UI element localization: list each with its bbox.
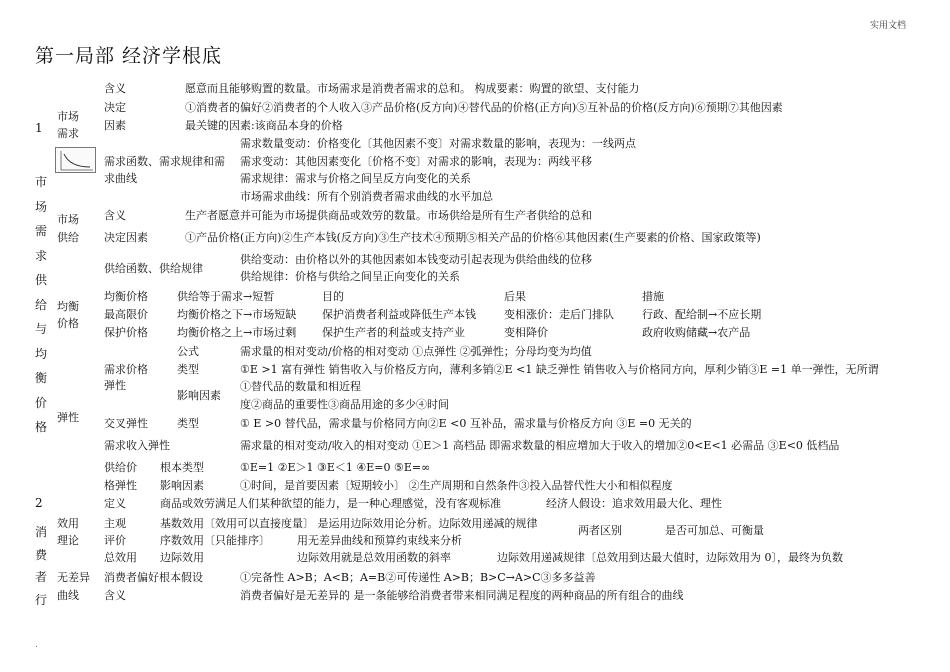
outline-cell: 格弹性 [104,479,137,492]
outline-cell: 含义 [104,589,126,602]
outline-cell: 供给规律：价格与供给之间呈正向变化的关系 [240,270,460,283]
outline-cell: 是否可加总、可衡量 [665,524,764,537]
section-1-heading-char: 格 [35,420,48,434]
outline-cell: 弹性 [57,411,79,424]
outline-cell: 保护消费者利益或降低生产本钱 [322,308,476,321]
demand-curve-thumbnail [55,147,96,173]
outline-cell: 评价 [104,534,126,547]
section-2-heading-char: 费 [35,547,48,562]
outline-cell: 需求数量变动：价格变化〔其他因素不变〕对需求数量的影响，表现为：一线两点 [240,137,636,150]
outline-cell: 决定因素 [104,231,148,244]
outline-cell: 交叉弹性 [104,417,148,430]
section-1-heading-char: 与 [35,322,48,336]
outline-cell: 类型 [177,417,199,430]
outline-cell: ①替代品的数量和相近程 [240,380,361,393]
page-title: 第一局部 经济学根底 [35,45,223,67]
outline-cell: 供给函数、供给规律 [104,262,203,275]
section-1-heading-char: 衡 [35,371,48,385]
outline-cell: 均衡价格之下→市场短缺 [177,308,297,321]
section-1-heading-char: 供 [35,273,48,287]
outline-cell: 需求 [57,127,79,140]
outline-cell: 需求量的相对变动/收入的相对变动 ①E＞1 高档品 即需求数量的相应增加大于收入的增加②0<E<1 必需品 ③E<0 低档品 [240,439,840,452]
outline-cell: 根本类型 [160,461,204,474]
outline-cell: ①完备性 A>B；A<B；A=B②可传递性 A>B；B>C→A>C③多多益善 [240,571,596,584]
outline-cell: 商品或效劳满足人们某种欲望的能力，是一种心理感觉，没有客观标准 [160,497,501,510]
outline-cell: 经济人假设：追求效用最大化、理性 [546,497,722,510]
outline-cell: 公式 [177,345,199,358]
outline-cell: 消费者偏好根本假设 [104,571,203,584]
outline-cell: 需求量的相对变动/价格的相对变动 ①点弹性 ②弧弹性；分母均变为均值 [240,345,592,358]
outline-cell: 弹性 [104,379,126,392]
outline-cell: 供给价 [104,461,137,474]
outline-cell: ①产品价格(正方向)②生产本钱(反方向)③生产技术④预期⑤相关产品的价格⑥其他因素(生产要素的价格、国家政策等) [185,231,761,244]
footer-mark: . [35,640,38,650]
section-2-heading-char: 消 [35,525,48,539]
outline-cell: 含义 [104,82,126,95]
section-2-heading-char: 者 [35,570,48,584]
outline-cell: 需求价格 [104,363,148,376]
outline-cell: 供给等于需求→短暂 [177,290,275,303]
outline-cell: 消费者偏好是无差异的 是一条能够给消费者带来相同满足程度的两种商品的所有组合的曲线 [240,589,684,602]
section-1-heading-char: 市 [35,175,48,189]
outline-cell: 总效用 [104,551,137,564]
outline-cell: 边际效用就是总效用函数的斜率 [297,551,451,564]
outline-cell: 边际效用 [160,551,204,564]
outline-cell: 度②商品的重要性③商品用途的多少④时间 [240,398,449,411]
section-1-heading-char: 需 [35,224,48,238]
outline-cell: 基数效用〔效用可以直接度量〕 是运用边际效用论分析。边际效用递减的规律 [160,517,538,530]
outline-cell: 用无差异曲线和预算约束线来分析 [297,534,462,547]
outline-cell: 效用 [57,517,79,530]
outline-cell: ① E >0 替代品，需求量与价格同方向②E <0 互补品，需求量与价格反方向 ③E =0 无关的 [240,417,692,430]
outline-cell: 两者区别 [578,524,622,537]
section-1-heading-char: 均 [35,346,48,361]
outline-cell: 曲线 [57,589,79,602]
outline-cell: 市场 [57,110,79,123]
outline-cell: 影响因素 [177,389,221,402]
outline-cell: 保护价格 [104,326,148,339]
outline-cell: 变相降价 [504,326,548,339]
section-2-number: 2 [35,496,43,510]
outline-cell: 均衡 [57,300,79,313]
outline-cell: 供给变动：由价格以外的其他因素如本钱变动引起表现为供给曲线的位移 [240,253,592,266]
outline-cell: 无差异 [57,571,90,584]
outline-cell: 求曲线 [104,172,137,185]
outline-cell: 决定 [104,101,126,114]
outline-cell: 措施 [642,290,664,303]
section-1-heading-char: 求 [35,248,48,263]
outline-cell: 因素 [104,119,126,132]
section-1-heading-char: 给 [35,297,48,312]
outline-cell: 生产者愿意并可能为市场提供商品或效劳的数量。市场供给是所有生产者供给的总和 [185,209,592,222]
outline-cell: 最高限价 [104,308,148,321]
outline-cell: 定义 [104,497,126,510]
outline-cell: 含义 [104,209,126,222]
outline-cell: 需求规律：需求与价格之间呈反方向变化的关系 [240,172,471,185]
outline-cell: 边际效用递减规律〔总效用到达最大值时，边际效用为 0〕，最终为负数 [497,551,843,564]
outline-cell: 目的 [322,290,344,303]
outline-cell: 均衡价格之上→市场过剩 [177,326,297,339]
outline-cell: ①E=1 ②E＞1 ③E＜1 ④E=0 ⑤E=∞ [240,461,431,474]
outline-cell: 最关键的因素:该商品本身的价格 [185,119,343,132]
outline-cell: 行政、配给制→不应长期 [642,308,762,321]
outline-cell: 主观 [104,517,126,530]
section-1-heading-char: 场 [35,199,48,214]
outline-cell: 类型 [177,363,199,376]
outline-cell: 政府收购储藏→农产品 [642,326,751,339]
outline-cell: 均衡价格 [104,290,148,303]
outline-cell: 价格 [57,317,79,330]
outline-cell: 需求函数、需求规律和需 [104,155,225,168]
outline-cell: 需求变动：其他因素变化〔价格不变〕对需求的影响，表现为：两线平移 [240,155,592,168]
outline-cell: 需求收入弹性 [104,439,170,452]
outline-cell: 市场需求曲线：所有个别消费者需求曲线的水平加总 [240,190,493,203]
outline-cell: 序数效用〔只能排序〕 [160,534,270,547]
outline-cell: 愿意而且能够购置的数量。市场需求是消费者需求的总和。 构成要素：购置的欲望、支付能力 [185,82,640,95]
outline-cell: ①E >1 富有弹性 销售收入与价格反方向，薄利多销②E <1 缺乏弹性 销售收入与价格同方向，厚利少销③E =1 单一弹性，无所谓 [240,363,879,376]
section-2-heading-char: 行 [35,592,48,607]
section-1-heading-char: 价 [35,395,48,410]
outline-cell: 影响因素 [160,479,204,492]
outline-cell: 保护生产者的利益或支持产业 [322,326,465,339]
outline-cell: 变相涨价：走后门排队 [504,308,614,321]
section-1-number: 1 [35,121,43,135]
outline-cell: 市场 [57,213,79,226]
header-label: 实用文档 [870,21,907,31]
outline-cell: 供给 [57,231,79,244]
outline-cell: 后果 [504,290,526,303]
outline-cell: 理论 [57,534,79,547]
outline-cell: ①时间，是首要因素〔短期较小〕 ②生产周期和自然条件③投入品替代性大小和相似程度 [240,479,673,492]
outline-cell: ①消费者的偏好②消费者的个人收入③产品价格(反方向)④替代品的价格(正方向)⑤互补品的价格(反方向)⑥预期⑦其他因素 [185,101,783,114]
